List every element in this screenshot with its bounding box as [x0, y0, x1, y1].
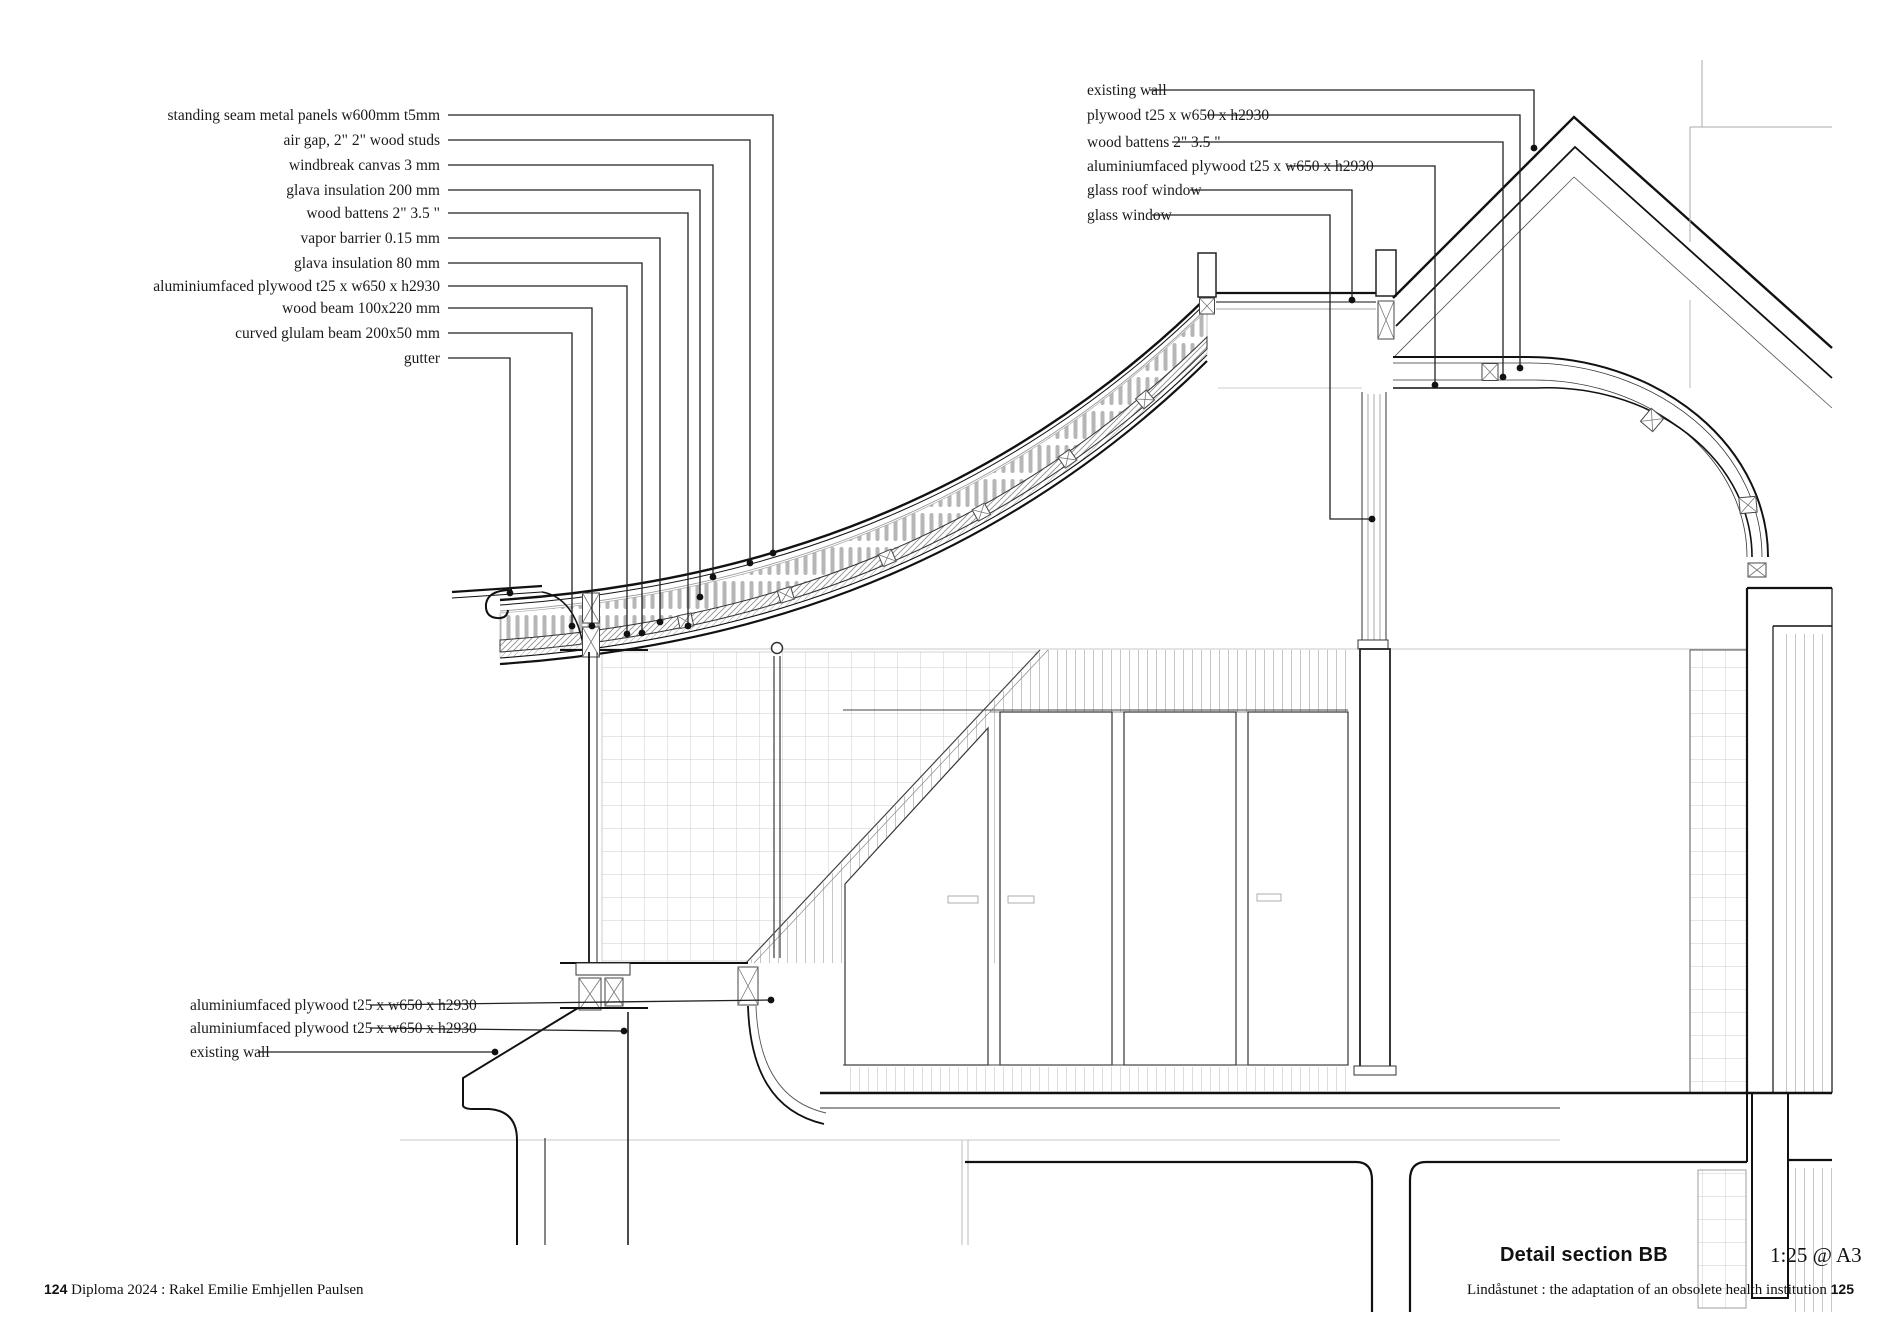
material-label: glava insulation 80 mm	[294, 255, 440, 272]
page-number-left: 124	[44, 1281, 68, 1297]
material-label: wood battens 2" 3.5 "	[1087, 134, 1221, 151]
section-geometry	[400, 60, 1832, 1312]
material-label: glass roof window	[1087, 182, 1202, 199]
material-label: existing wall	[1087, 82, 1167, 99]
material-label: wood battens 2" 3.5 "	[306, 205, 440, 222]
footer-right-text: Lindåstunet : the adaptation of an obsolete health institution	[1466, 1282, 1827, 1298]
material-label: plywood t25 x w650 x h2930	[1087, 107, 1270, 124]
material-label: aluminiumfaced plywood t25 x w650 x h2930	[153, 278, 440, 295]
material-label: aluminiumfaced plywood t25 x w650 x h2930	[190, 997, 477, 1014]
material-label: glass window	[1087, 207, 1172, 224]
drawing-scale: 1:25 @ A3	[1770, 1243, 1862, 1267]
footer-right	[0, 1281, 1854, 1299]
footer-left-text: Diploma 2024 : Rakel Emilie Emhjellen Paulsen	[71, 1282, 364, 1298]
material-label: existing wall	[190, 1044, 270, 1061]
drawing-title: Detail section BB	[1500, 1244, 1668, 1266]
material-label: gutter	[403, 350, 440, 367]
material-label: air gap, 2" 2" wood studs	[283, 132, 440, 149]
page-number-right: 125	[1830, 1281, 1854, 1297]
material-label: curved glulam beam 200x50 mm	[235, 325, 440, 342]
material-label: glava insulation 200 mm	[286, 182, 440, 199]
material-label: aluminiumfaced plywood t25 x w650 x h2930	[1087, 158, 1374, 175]
material-label: aluminiumfaced plywood t25 x w650 x h2930	[190, 1020, 477, 1037]
material-label: standing seam metal panels w600mm t5mm	[167, 107, 440, 124]
material-label: wood beam 100x220 mm	[282, 300, 440, 317]
material-label: windbreak canvas 3 mm	[288, 157, 440, 174]
material-label: vapor barrier 0.15 mm	[300, 230, 440, 247]
